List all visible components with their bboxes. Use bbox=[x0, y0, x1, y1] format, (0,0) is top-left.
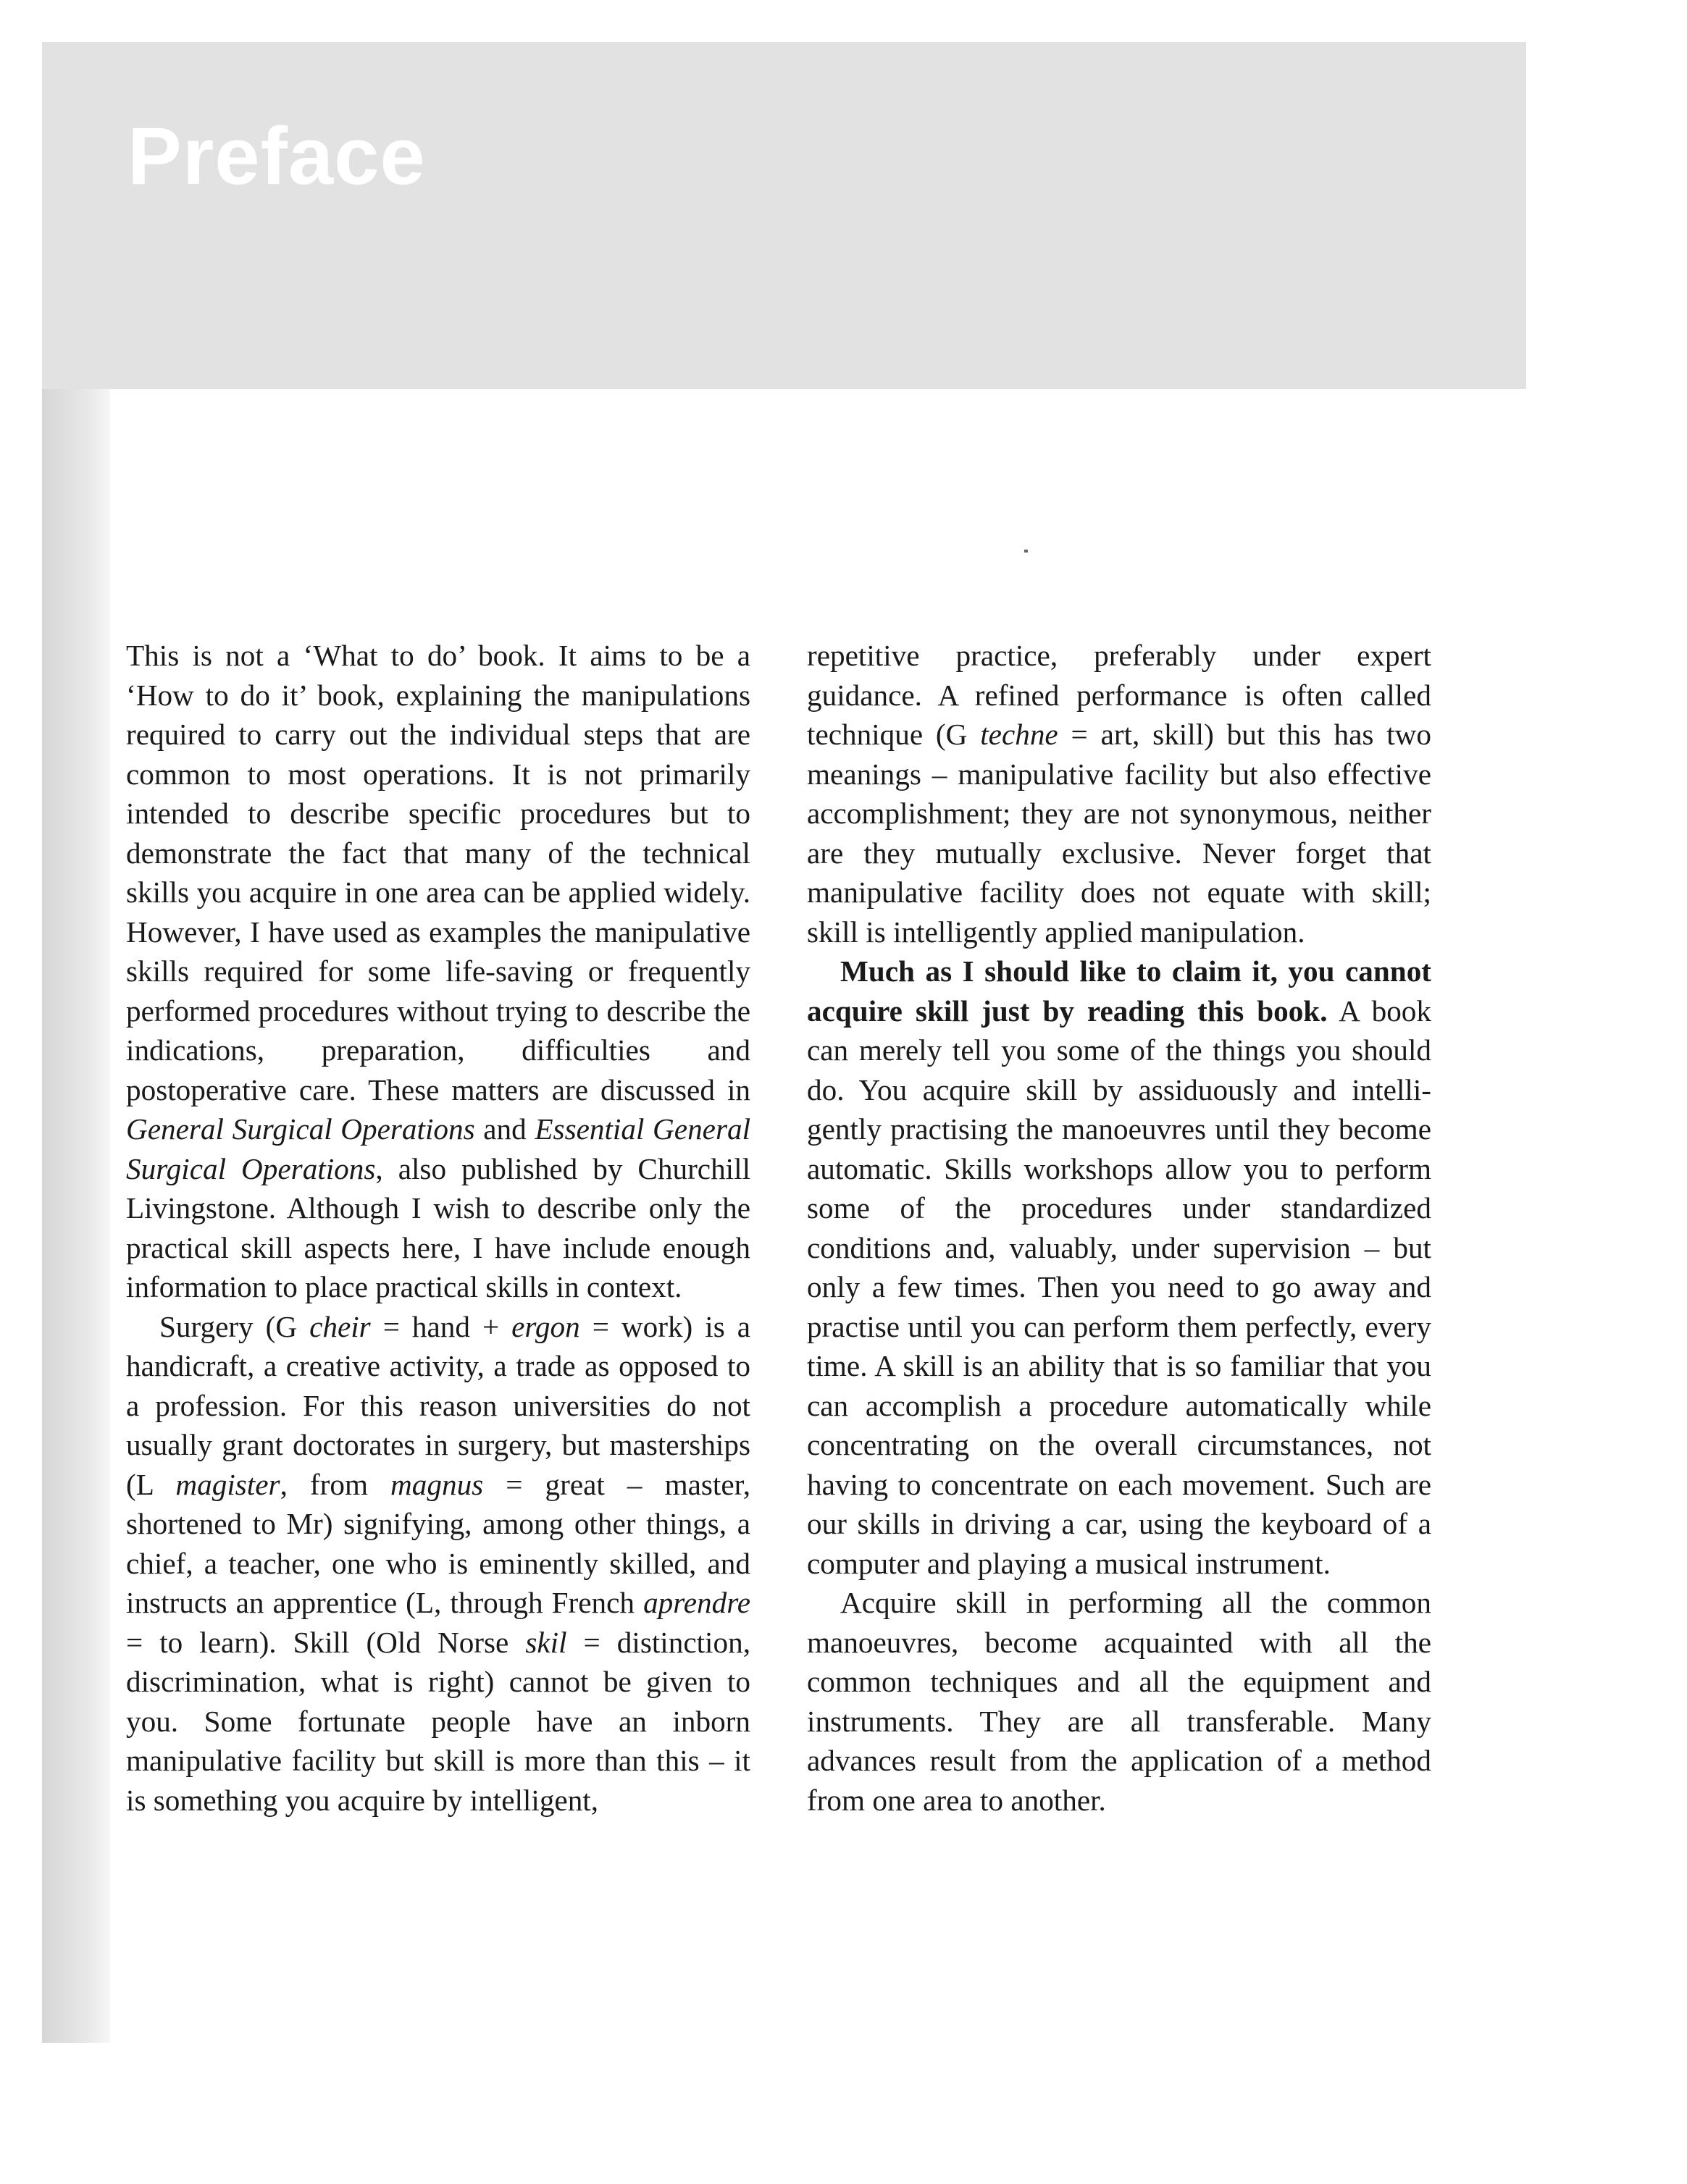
emphasis-sentence: Much as I should like to claim it, you cannot acquire skill just by reading this book. bbox=[807, 954, 1431, 1028]
paragraph: Surgery (G cheir = hand + ergon = work) is a handicraft, a creative activity, a trade as opposed to a profession. For this reason universities do not usually grant doctorates in surgery, but masterships (L magister, from magnus = great – master, shortened to Mr) signifying, among other things, a chief, a teacher, one who is eminently skilled, and instructs an apprentice (L, through French aprendre = to learn). Skill (Old Norse skil = distinction, discrimination, what is right) cannot be given to you. Some fortunate people have an inborn manipulative facility but skill is more than this – it is something you acquire by intelligent, bbox=[126, 1309, 750, 1817]
right-column bbox=[807, 636, 1431, 1820]
term: cheir bbox=[309, 1309, 371, 1343]
term: techne bbox=[980, 718, 1058, 751]
scan-speck bbox=[1024, 550, 1028, 553]
header-band bbox=[42, 42, 1526, 389]
paragraph: repetitive practice, preferably under expert guidance. A refined performance is often called technique (G techne = art, skill) but this has two meanings – manipulative facility but also effective accomplishment; they are not synonymous, neither are they mutually exclusive. Never forget that manipulative facility does not equate with skill; skill is intelligently applied manipulation. bbox=[807, 639, 1431, 949]
book-reference: General Surgical Operations bbox=[126, 1112, 475, 1146]
term: ergon bbox=[511, 1309, 580, 1343]
term: skil bbox=[525, 1625, 567, 1659]
term: magister bbox=[175, 1467, 280, 1501]
page-title: Preface bbox=[127, 111, 426, 201]
paragraph: This is not a ‘What to do’ book. It aims to be a ‘How to do it’ book, explaining the manipulations required to carry out the individual steps that are common to most operations. It is not primarily intended to describe specific procedures but to demonstrate the fact that many of the technical skills you acquire in one area can be applied widely. However, I have used as examples the manipulative skills required for some life-saving or frequently performed procedures without trying to describe the indications, preparation, difficulties and postoperative care. These matters are discussed in General Surgical Operations and Essential General Surgical Operations, also published by Churchill Livingstone. Although I wish to describe only the practical skill aspects here, I have include enough information to place practical skills in context. bbox=[126, 639, 751, 1303]
paragraph: Acquire skill in performing all the common manoeuvres, become acquainted with all the common techniques and all the equipment and instruments. They are all transferable. Many advances result from the application of a method from one area to another. bbox=[807, 1586, 1431, 1817]
book-reference: Essential General Surgical Operations bbox=[126, 1112, 751, 1185]
left-margin-strip bbox=[42, 389, 110, 2043]
paragraph: Much as I should like to claim it, you cannot acquire skill just by reading this book. A book can merely tell you some of the things you should do. You acquire skill by assiduously and intelligently practising the manoeuvres until they become automatic. Skills workshops allow you to perform some of the procedures under standardized conditions and, valuably, under supervision – but only a few times. Then you need to go away and practise until you can perform them perfectly, every time. A skill is an ability that is so familiar that you can accomplish a procedure automatically while concentrating on the overall circumstances, not having to concentrate on each movement. Such are our skills in driving a car, using the keyboard of a computer and playing a musical instrument. bbox=[807, 954, 1431, 1580]
term: aprendre bbox=[643, 1586, 750, 1619]
left-column bbox=[126, 636, 750, 1820]
term: magnus bbox=[390, 1467, 484, 1501]
